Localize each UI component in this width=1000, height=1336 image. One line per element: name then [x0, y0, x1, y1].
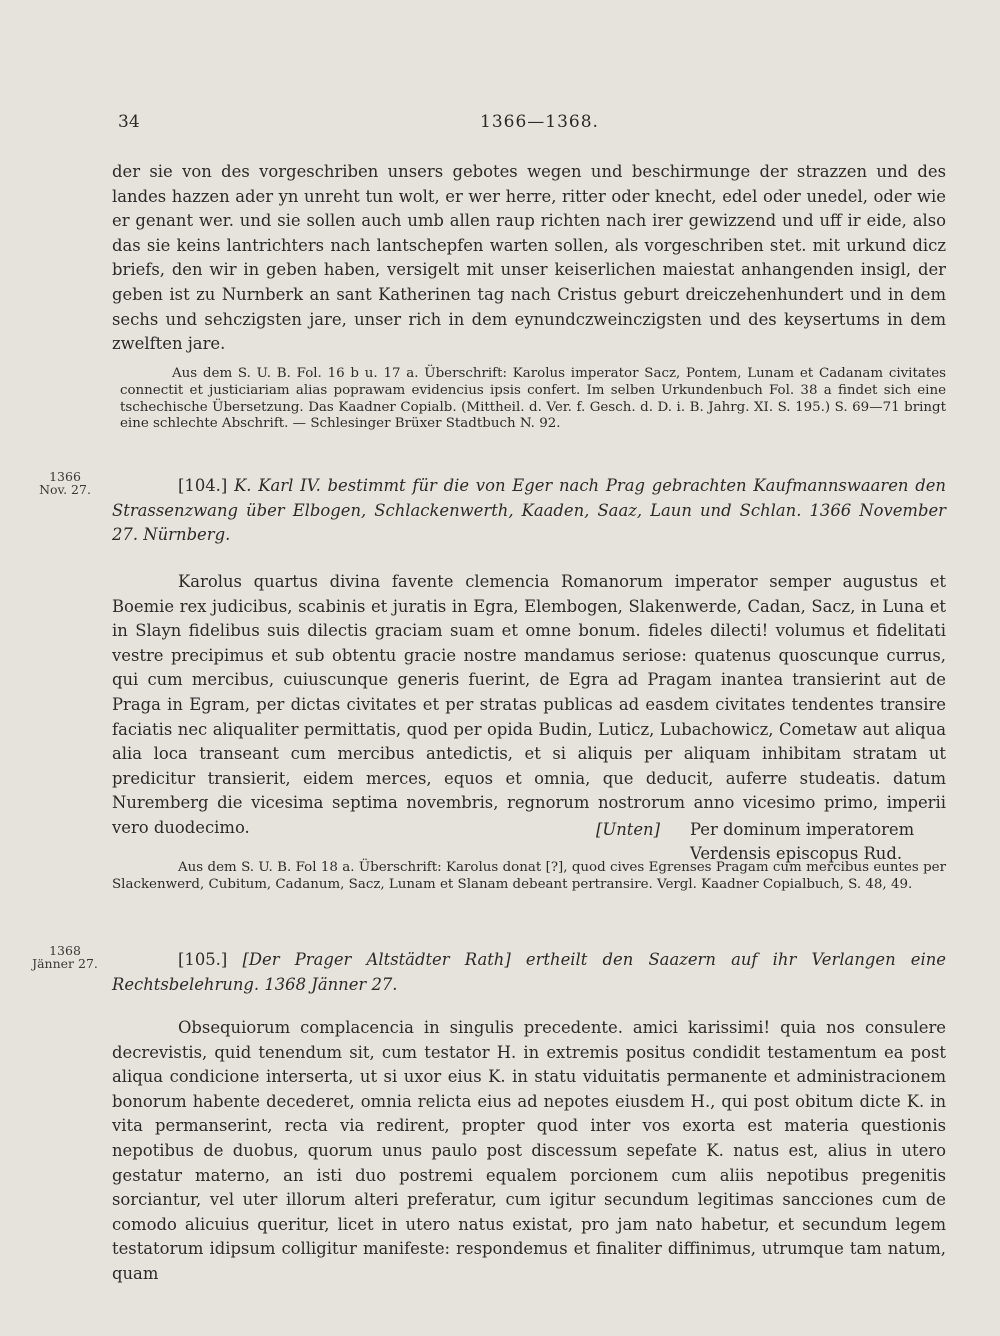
- doc104-note-text: Aus dem S. U. B. Fol 18 a. Überschrift: Karolus donat [?], quod cives Egrenses Pragam cum mercibus euntes per Slackenwerd, Cubitum, Cadanum, Sacz, Lunam et Slanam debeant pertransire. Vergl. Kaadner Copialbuch, S. 48, 49.: [112, 860, 946, 892]
- doc105-body: [112, 1016, 946, 1287]
- doc105-heading: [112, 948, 946, 997]
- doc105-heading-text: [Der Prager Altstädter Rath] ertheilt den Saazern auf ihr Verlangen eine Rechtsbelehrung. 1368 Jänner 27.: [112, 950, 946, 994]
- doc104-signature-line2: Verdensis episcopus Rud.: [690, 844, 903, 863]
- doc105-margin-date: [28, 944, 102, 970]
- doc105-text: Obsequiorum complacencia in singulis precedente. amici karissimi! quia nos consulere decrevistis, quid tenendum sit, cum testator H. in extremis positus condidit testamentum ea post aliqua condicione interserta, ut si uxor eius K. in statu viduitatis permanente et administracionem bonorum habente decederet, omnia relicta eius ad nepotes eiusdem H., qui post obitum dicte K. in vita permanserint, recta via redirent, propter quod inter vos exorta est materia questionis nepotibus de duobus, quorum unus paulo post discessum sepefate K. natus est, alius in utero gestatur materno, an isti duo postremi equalem porcionem cum aliis nepotibus pregenitis sorciantur, vel uter illorum alteri preferatur, cum igitur secundum legitimas sancciones cum de comodo alicuius queritur, licet in utero natus existat, pro jam nato habetur, et secundum legem testatorum idipsum colligitur manifeste: respondemus et finaliter diffinimus, utrumque tam natum, quam: [112, 1018, 946, 1283]
- doc103-text: der sie von des vorgeschriben unsers gebotes wegen und beschirmunge der strazzen und des landes hazzen ader yn unreht tun wolt, er wer herre, ritter oder knecht, edel oder unedel, oder wie er genant wer. und sie sollen auch umb allen raup richten nach irer gewizzend und uff ir eide, also das sie keins lantrichters nach lantschepfen warten sollen, als vorgeschriben stet. mit urkund dicz briefs, den wir in geben haben, versigelt mit unser keiserlichen maiestat anhangenden insigl, der geben ist zu Nurnberk an sant Katherinen tag nach Cristus geburt dreiczehenhundert und in dem sechs und sehczigsten jare, unser rich in dem eynundczweinczigsten und des keysertums in dem zwelften jare.: [112, 162, 946, 354]
- doc104-margin-year: 1366: [49, 469, 81, 484]
- doc105-number: [105.]: [178, 950, 228, 969]
- doc103-note-text: Aus dem S. U. B. Fol. 16 b u. 17 a. Überschrift: Karolus imperator Sacz, Pontem, Lunam et Cadanam civitates connectit et justiciariam alias poprawam evidencius ipsis confert. Im selben Urkundenbuch Fol. 38 a findet sich eine tschechische Übersetzung. Das Kaadner Copialb. (Mittheil. d. Ver. f. Gesch. d. D. i. B. Jahrg. XI. S. 195.) S. 69—71 bringt eine schlechte Abschrift. — Schlesinger Brüxer Stadtbuch N. 92.: [120, 366, 946, 432]
- doc104-margin-day: Nov. 27.: [39, 482, 91, 497]
- running-head: 1366—1368.: [480, 112, 599, 132]
- doc104-signature-line1: Per dominum imperatorem: [690, 820, 915, 839]
- doc104-heading: [112, 474, 946, 548]
- doc103-source-note: [112, 366, 946, 433]
- doc104-source-note: [112, 860, 946, 894]
- doc104-margin-date: [28, 470, 102, 496]
- page-header: [0, 112, 1000, 136]
- doc104-signature-mark: [Unten]: [596, 820, 661, 839]
- doc104-body: [112, 570, 946, 841]
- doc105-margin-day: Jänner 27.: [32, 956, 98, 971]
- doc104-heading-text: K. Karl IV. bestimmt für die von Eger nach Prag gebrachten Kaufmannswaaren den Strassenzwang über Elbogen, Schlackenwerth, Kaaden, Saaz, Laun und Schlan. 1366 November 27. Nürnberg.: [112, 476, 946, 545]
- doc104-number: [104.]: [178, 476, 228, 495]
- doc103-body: [112, 160, 946, 357]
- doc105-margin-year: 1368: [49, 943, 81, 958]
- page-number: 34: [118, 112, 140, 132]
- doc104-text: Karolus quartus divina favente clemencia Romanorum imperator semper augustus et Boemie rex judicibus, scabinis et juratis in Egra, Elembogen, Slakenwerde, Cadan, Sacz, in Luna et in Slayn fidelibus suis dilectis graciam suam et omne bonum. fideles dilecti! volumus et fidelitati vestre precipimus et sub obtentu gracie nostre mandamus seriose: quatenus quoscunque currus, qui cum mercibus, cuiuscunque generis fuerint, de Egra ad Pragam inantea transierint aut de Praga in Egram, per dictas civitates et per stratas publicas ad easdem civitates tendentes transire faciatis nec aliqualiter permittatis, quod per opida Budin, Luticz, Lubachowicz, Cometaw aut aliqua alia loca transeant cum mercibus antedictis, et si aliquis per aliquam inhibitam stratam ut predicitur transierit, eidem merces, equos et omnia, que deducit, auferre studeatis. datum Nuremberg die vicesima septima novembris, regnorum nostrorum anno vicesimo primo, imperii vero duodecimo.: [112, 572, 946, 837]
